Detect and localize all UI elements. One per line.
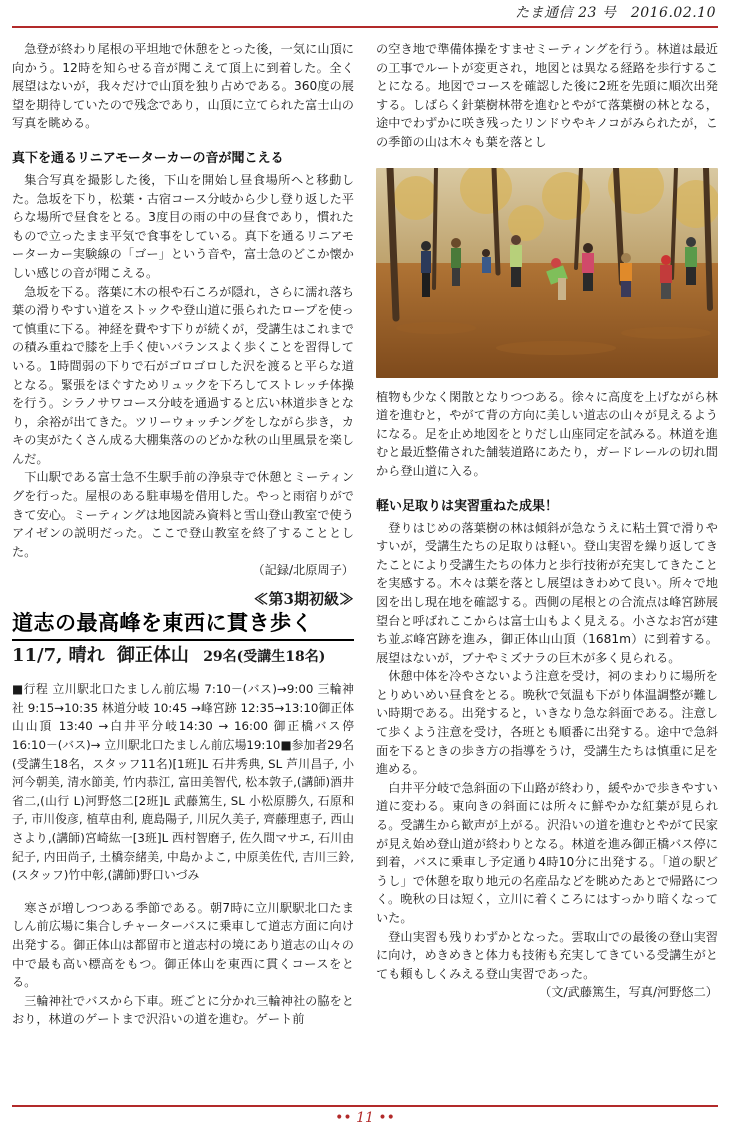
section-heading-progress: 軽い足取りは実習重ねた成果！ <box>376 498 559 514</box>
event-date: 11/7, 晴れ <box>12 644 105 666</box>
paragraph: 白井平分岐で急斜面の下山路が終わり，緩やかで歩きやすい道に変わる。東向きの斜面には所々に鮮やかな紅葉が見られる。受講生から歓声が上がる。沢沿いの道を進むとやがて民家が見え始め登山道が終わりとなる。林道を進み御正橋バス停に到着，バスに乗車し予定通り4時10分に出発する。「道の駅どうし」で休憩を取り地元の名産品などを眺めたあとで帰路につく。晩秋の日は短く，立川に着くころにはすっかり暗くなっていた。 <box>376 780 718 925</box>
paragraph: 三輪神社でバスから下車。班ごとに分かれ三輪神社の脇をとおり，林道のゲートまで沢沿いの道を進む。ゲート前 <box>12 993 354 1027</box>
series-label: ≪第3期初級≫ <box>253 590 354 609</box>
event-title: 道志の最高峰を東西に貫き歩く <box>12 609 354 641</box>
paragraph: 植物も少なく閑散となりつつある。徐々に高度を上げながら林道を進むと，やがて背の方向に美しい道志の山々が見えるようになる。足を止め地図をとりだし山座同定を試みる。林道を進むと最近整備された舗装道路にあたり，ガードレールの切れ間から登山道に入る。 <box>376 389 718 478</box>
newsletter-header: たま通信 23 号 2016.02.10 <box>515 5 716 21</box>
header-rule <box>12 26 718 28</box>
event-subtitle <box>12 644 354 667</box>
event-mountain: 御正体山 <box>116 644 189 666</box>
itinerary-and-participants: ■行程 立川駅北口たましん前広場 7:10－(バス)→9:00 三輪神社 9:15→10:35 林道分岐 10:45 →峰宮跡 12:35→13:10御正体山山頂 13:40 →白井平分岐14:30 → 16:00 御正橋バス停 16:10－(バス)→ 立川駅北口たましん前広場19:10■参加者29名(受講生18名，スタッフ11名)[1班]L 石井秀典, SL 芦川昌子, 小河今朝美, 清水節美, 竹内恭江, 富田美智代, 松本敦子,(講師)酒井省二,(山行 L)河野悠二[2班]L 武藤篤生, SL 小松原勝久, 石原和子, 市川俊彦, 植草由利, 鹿島陽子, 川尻久美子, 齊藤理恵子, 西山さより,(講師)宮崎紘一[3班]L 西村智磨子, 佐久間マサエ, 石川由紀子, 内田尚子, 土橋奈緒美, 中島かよこ, 中原美佐代, 吉川三鈴,(スタッフ)竹中彰,(講師)野口いづみ <box>12 682 354 883</box>
paragraph: 急坂を下る。落葉に木の根や石ころが隠れ，さらに濡れ落ち葉の滑りやすい道をストックや登山道に張られたロープを使って慎重に下る。神経を費やす下りが続くが，受講生はこれまでの積み重ねで膝を上手く使いバランスよく歩くことを習得している。1時間弱の下りで石がゴロゴロした沢を渡ると平らな道となる。緊張をほぐすためリュックを下ろしてストレッチ体操を行う。シラノサワコース分岐を通過すると広い林道歩きとなり，余裕が出てきた。ツリーウォッチングをしながら歩き，カキの実がたくさん成る大棚集落ののどかな秋の山里風景を楽しんだ。 <box>12 284 354 466</box>
intro-paragraph: 急登が終わり尾根の平坦地で休憩をとった後，一気に山頂に向かう。12時を知らせる音が聞こえて頂上に到着した。全く展望はないが，我々だけで山頂を独り占めである。360度の展望を期待していたので残念であり，山頂に立てられた富士山の写真を眺める。 <box>12 42 354 131</box>
footer-rule <box>12 1105 718 1107</box>
paragraph: 登りはじめの落葉樹の林は傾斜が急なうえに粘土質で滑りやすいが，受講生たちの足取りは軽い。登山実習を繰り返してきたことにより受講生たちの体力と歩行技術が充実してきたことを実感する。木々は葉を落とし展望はきわめて良い。所々で地図を出し現在地を確認する。西側の尾根との合流点は峰宮跡展望台と呼ばれここからは富士山もよく見える。小さなお宮が建ち並ぶ峰宮跡を進み，御正体山山頂（1681m）に到着する。展望はないが，ブナやミズナラの巨木が多く見られる。 <box>376 520 718 665</box>
record-credit: （記録/北原周子） <box>252 563 354 578</box>
group-stretching-photo <box>376 168 718 378</box>
paragraph: 下山駅である富士急不生駅手前の浄泉寺で休憩とミーティングを行った。屋根のある駐車場を借用した。やっと雨宿りができて安心。ミーティングは地図読み資料と雪山登山教室で使うアイゼンの説明だった。ここで登山教室を終了することとした。 <box>12 470 354 559</box>
paragraph: 集合写真を撮影した後，下山を開始し昼食場所へと移動した。急坂を下り，松葉・古宿コース分岐から少し登り返した平らな場所で昼食をとる。3度目の雨の中の昼食であり，慣れたもので立ったまま平気で食事をしている。真下を通るリニアモーターカー実験線の「ゴー」という音や，富士急のどこか懐かしい感じの音が聞こえる。 <box>12 172 354 280</box>
author-credit: （文/武藤篤生，写真/河野悠二） <box>539 985 718 1000</box>
page-number: •• 11 •• <box>335 1110 395 1126</box>
left-column <box>12 40 354 1029</box>
right-column <box>376 40 718 1002</box>
forest-photo-illustration <box>376 168 718 378</box>
page-header <box>0 0 730 26</box>
paragraph: の空き地で準備体操をすませミーティングを行う。林道は最近の工事でルートが変更され，地図とは異なる経路を歩行することになる。地図でコースを確認した後に2班を先頭に順次出発する。しばらく針葉樹林帯を進むとやがて落葉樹の林となる，途中でわずかに咲き残ったリンドウやキノコがみられたが，この季節の山は木々も葉を落とし <box>376 42 718 149</box>
paragraph: 休憩中体を冷やさないよう注意を受け，祠のまわりに場所をとりめいめい昼食をとる。晩秋で気温も下がり体温調整が難しい時期である。出発すると，いきなり急な斜面である。注意して歩くよう注意を受け，各班とも順番に出発する。途中で急斜面を下るときの歩き方の指導をうけ，受講生たちは慎重に足を進める。 <box>376 669 718 777</box>
paragraph: 登山実習も残りわずかとなった。雲取山での最後の登山実習に向け，めきめきと体力も技術も充実してきている受講生がとても頼もしくみえる登山実習であった。 <box>376 929 718 981</box>
participant-count: 29名(受講生18名) <box>203 648 326 665</box>
section-heading-linear: 真下を通るリニアモーターカーの音が聞こえる <box>12 150 284 166</box>
paragraph: 寒さが増しつつある季節である。朝7時に立川駅駅北口たましん前広場に集合しチャーターバスに乗車して道志方面に向け出発する。御正体山は都留市と道志村の境にあり道志の山々の中で最も高い標高をもつ。御正体山を東西に貫くコースをとる。 <box>12 900 354 990</box>
